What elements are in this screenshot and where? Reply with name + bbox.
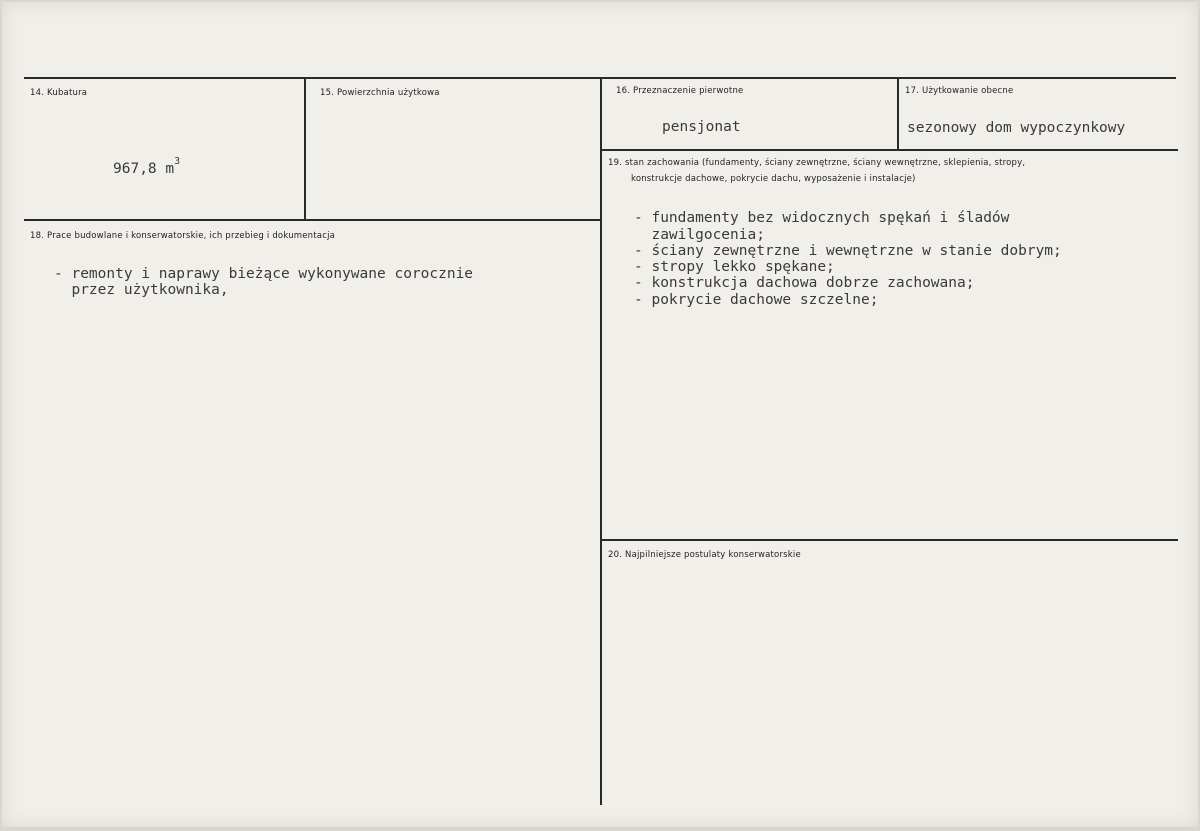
field-19-line-5: - konstrukcja dachowa dobrze zachowana; [634,275,975,291]
volume-unit-sup: 3 [174,156,181,167]
divider-14-15 [304,77,306,220]
field-17-value: sezonowy dom wypoczynkowy [907,120,1126,136]
field-18-line-2: przez użytkownika, [54,282,229,298]
field-19-line-6: - pokrycie dachowe szczelne; [634,292,879,308]
inventory-card [2,2,1198,827]
field-16-label: 16. Przeznaczenie pierwotne [616,86,744,96]
rule-right-lower [602,539,1178,541]
field-20-label: 20. Najpilniejsze postulaty konserwatorskie [608,550,801,560]
field-14-value [113,157,180,177]
rule-right-upper [602,149,1178,151]
field-19-line-3: - ściany zewnętrzne i wewnętrzne w stanie dobrym; [634,243,1062,259]
field-18-label: 18. Prace budowlane i konserwatorskie, ich przebieg i dokumentacja [30,231,336,241]
field-18-line-1: - remonty i naprawy bieżące wykonywane corocznie [54,266,474,282]
center-divider [600,77,602,805]
field-17-label: 17. Użytkowanie obecne [905,86,1014,96]
field-19-line-4: - stropy lekko spękane; [634,259,835,275]
divider-16-17 [897,77,899,150]
field-19-label-line-1: 19. stan zachowania (fundamenty, ściany zewnętrzne, ściany wewnętrzne, sklepienia, stropy, [608,158,1026,168]
field-19-line-1: - fundamenty bez widocznych spękań i śladów [634,210,1010,226]
field-19-line-2: zawilgocenia; [634,227,765,243]
volume-text: 967,8 m [113,160,175,177]
field-16-value: pensjonat [662,119,741,135]
field-14-label: 14. Kubatura [30,88,88,98]
field-15-label: 15. Powierzchnia użytkowa [320,88,440,98]
rule-left-mid [24,219,602,221]
field-19-label-line-2: konstrukcje dachowe, pokrycie dachu, wyposażenie i instalacje) [631,174,916,184]
